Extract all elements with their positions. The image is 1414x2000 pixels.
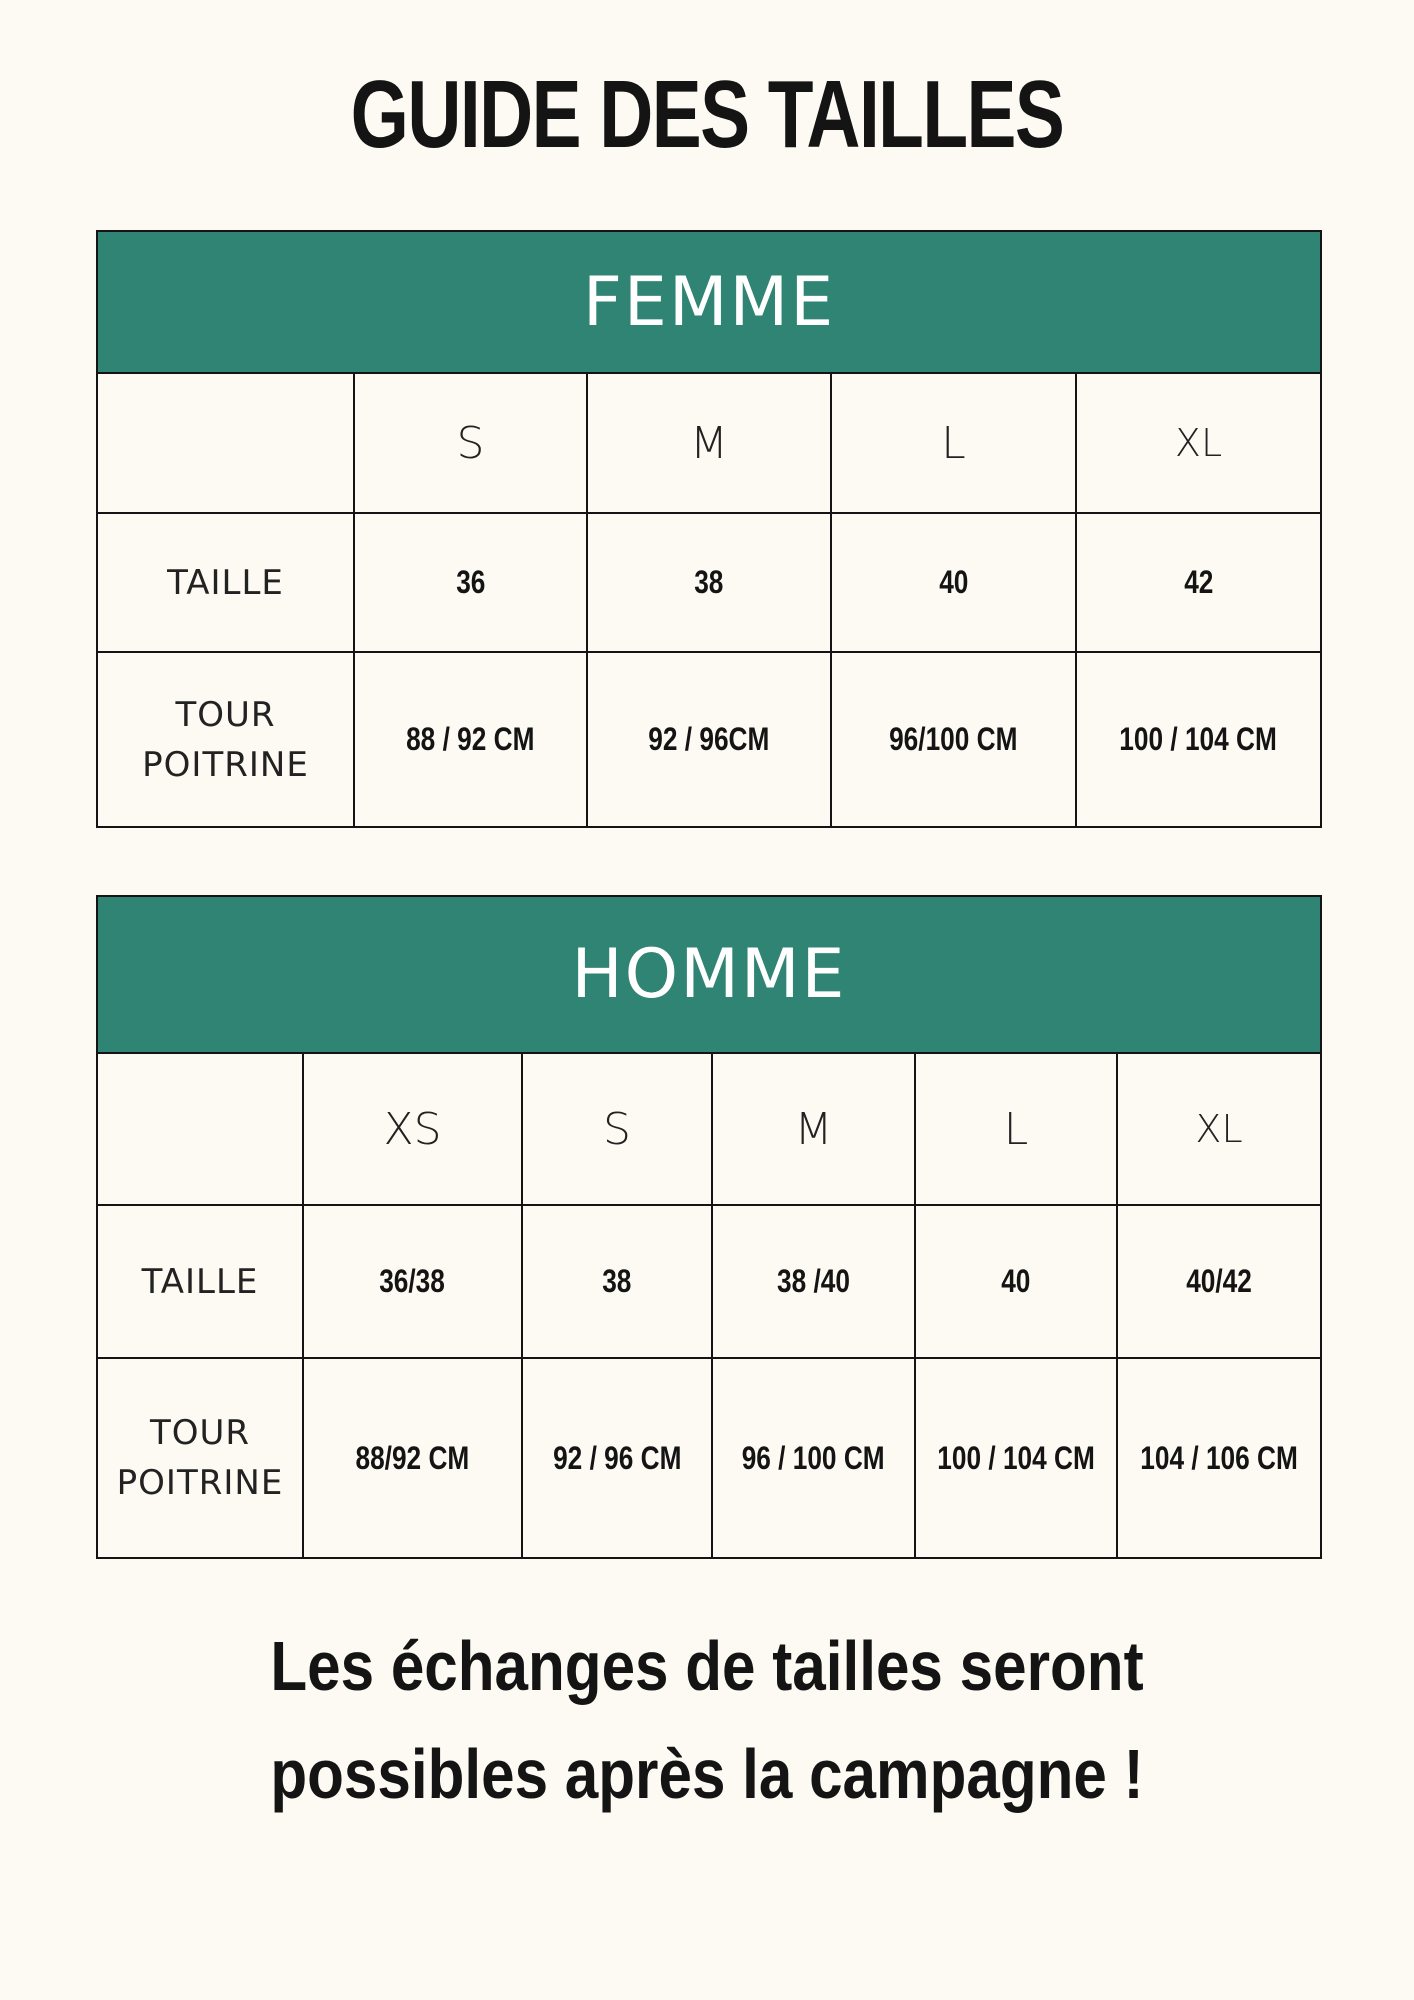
- femme-taille-s-value: 36: [455, 564, 486, 600]
- homme-row-label-poitrine: POITRINE: [116, 1463, 284, 1503]
- homme-size-table: [96, 895, 1322, 1559]
- femme-tour-m-value: 92 / 96CM: [648, 721, 770, 757]
- homme-tour-l: [915, 1358, 1117, 1558]
- homme-row-label-taille: TAILLE: [97, 1205, 303, 1358]
- femme-tour-xl-value: 100 / 104 CM: [1119, 721, 1278, 757]
- homme-taille-xl: [1117, 1205, 1321, 1358]
- homme-size-m: M: [712, 1053, 915, 1205]
- femme-row-label-tour-poitrine: [97, 652, 354, 827]
- femme-size-s: S: [354, 373, 587, 513]
- homme-tour-xl-value: 104 / 106 CM: [1140, 1439, 1298, 1476]
- femme-size-xl: XL: [1076, 373, 1321, 513]
- femme-empty-corner-cell: [97, 373, 354, 513]
- femme-tour-s-value: 88 / 92 CM: [406, 721, 535, 757]
- homme-size-xl: XL: [1117, 1053, 1321, 1205]
- femme-taille-l-value: 40: [938, 564, 969, 600]
- femme-row-label-poitrine: POITRINE: [142, 744, 309, 785]
- femme-size-l: L: [831, 373, 1076, 513]
- footer-note: [0, 1612, 1414, 1828]
- femme-taille-xl-value: 42: [1183, 564, 1214, 600]
- homme-row-label-tour: TOUR: [149, 1413, 251, 1453]
- homme-size-xs: XS: [303, 1053, 522, 1205]
- femme-tour-m: [587, 652, 831, 827]
- homme-table-header: HOMME: [97, 896, 1321, 1053]
- femme-taille-xl: [1076, 513, 1321, 652]
- footer-note-line-2: possibles après la campagne !: [270, 1735, 1144, 1813]
- femme-table-header: FEMME: [97, 231, 1321, 373]
- footer-note-line-1: Les échanges de tailles seront: [270, 1627, 1144, 1705]
- homme-taille-m: [712, 1205, 915, 1358]
- homme-taille-l-value: 40: [1001, 1263, 1031, 1299]
- femme-row-label-tour: TOUR: [175, 694, 276, 735]
- femme-tour-l: [831, 652, 1076, 827]
- homme-tour-l-value: 100 / 104 CM: [937, 1439, 1095, 1476]
- homme-tour-m-value: 96 / 100 CM: [742, 1439, 885, 1476]
- homme-tour-xs: [303, 1358, 522, 1558]
- homme-taille-xs-value: 36/38: [379, 1263, 446, 1299]
- femme-tour-xl: [1076, 652, 1321, 827]
- femme-taille-s: [354, 513, 587, 652]
- homme-taille-m-value: 38 /40: [777, 1263, 850, 1299]
- femme-taille-m-value: 38: [694, 564, 724, 600]
- femme-taille-l: [831, 513, 1076, 652]
- homme-tour-xl: [1117, 1358, 1321, 1558]
- homme-row-label-tour-poitrine: [97, 1358, 303, 1558]
- homme-tour-xs-value: 88/92 CM: [355, 1439, 470, 1476]
- homme-taille-xs: [303, 1205, 522, 1358]
- homme-taille-s: [522, 1205, 712, 1358]
- homme-size-l: L: [915, 1053, 1117, 1205]
- femme-row-label-taille: TAILLE: [97, 513, 354, 652]
- femme-tour-s: [354, 652, 587, 827]
- homme-taille-xl-value: 40/42: [1186, 1263, 1252, 1299]
- femme-tour-l-value: 96/100 CM: [889, 721, 1018, 757]
- femme-size-table: [96, 230, 1322, 828]
- homme-taille-s-value: 38: [602, 1263, 632, 1299]
- femme-taille-m: [587, 513, 831, 652]
- homme-empty-corner-cell: [97, 1053, 303, 1205]
- homme-tour-m: [712, 1358, 915, 1558]
- homme-tour-s-value: 92 / 96 CM: [552, 1439, 682, 1476]
- homme-size-s: S: [522, 1053, 712, 1205]
- homme-tour-s: [522, 1358, 712, 1558]
- femme-size-m: M: [587, 373, 831, 513]
- homme-taille-l: [915, 1205, 1117, 1358]
- page-title: GUIDE DES TAILLES: [350, 61, 1064, 168]
